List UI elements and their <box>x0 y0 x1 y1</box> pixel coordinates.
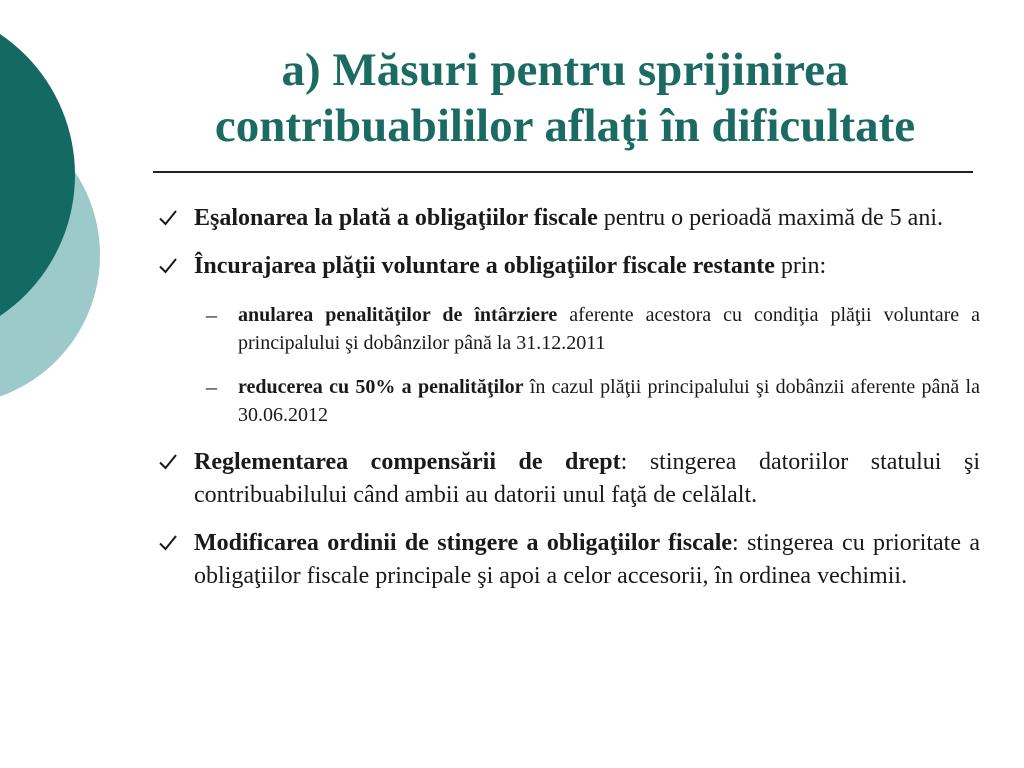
title-divider <box>153 171 973 173</box>
bullet-item-incurajarea <box>158 250 980 283</box>
sub-item-anularea <box>206 301 980 357</box>
bullet-bold-text: Eşalonarea la plată a obligaţiilor fiscale <box>194 205 598 231</box>
bullet-item-reglementarea <box>158 446 980 512</box>
sub-bold-text: reducerea cu 50% a penalităţilor <box>238 376 524 398</box>
bullet-bold-text: Încurajarea plăţii voluntare a obligaţiilor fiscale restante <box>194 253 775 279</box>
dash-marker: – <box>206 302 217 327</box>
checkmark-icon <box>158 256 178 276</box>
checkmark-icon <box>158 208 178 228</box>
checkmark-icon <box>158 533 178 553</box>
bullet-bold-text: Modificarea ordinii de stingere a obligaţiilor fiscale <box>194 530 733 556</box>
decorative-circles <box>0 0 120 420</box>
bullet-list <box>158 202 980 593</box>
slide-title <box>150 42 980 154</box>
checkmark-icon <box>158 452 178 472</box>
sub-list <box>158 301 980 429</box>
sub-text: aferente acestora cu condiţia plăţii voluntare a principalului şi dobânzilor până la 31.12.2011 <box>238 304 980 354</box>
bullet-item-modificarea <box>158 527 980 593</box>
bullet-text: prin: <box>774 253 827 279</box>
sub-item-reducerea <box>206 373 980 429</box>
bullet-bold-text: Reglementarea compensării de drept <box>194 449 621 475</box>
bullet-text: : stingerea datoriilor statului şi contribuabilului când ambii au datorii unul faţă de celălalt. <box>194 449 980 508</box>
bullet-text: : stingerea cu prioritate a obligaţiilor fiscale principale şi apoi a celor accesorii, în ordinea vechimii. <box>194 530 980 589</box>
sub-text: în cazul plăţii principalului şi dobânzii aferente până la 30.06.2012 <box>238 376 980 426</box>
bullet-item-esalonarea <box>158 202 980 235</box>
dash-marker: – <box>206 374 217 399</box>
bullet-text: pentru o perioadă maximă de 5 ani. <box>597 205 943 231</box>
title-line-2: contribuabililor aflaţi în dificultate <box>214 100 916 152</box>
title-line-1: a) Măsuri pentru sprijinirea <box>281 44 849 96</box>
sub-bold-text: anularea penalităţilor de întârziere <box>238 304 558 326</box>
